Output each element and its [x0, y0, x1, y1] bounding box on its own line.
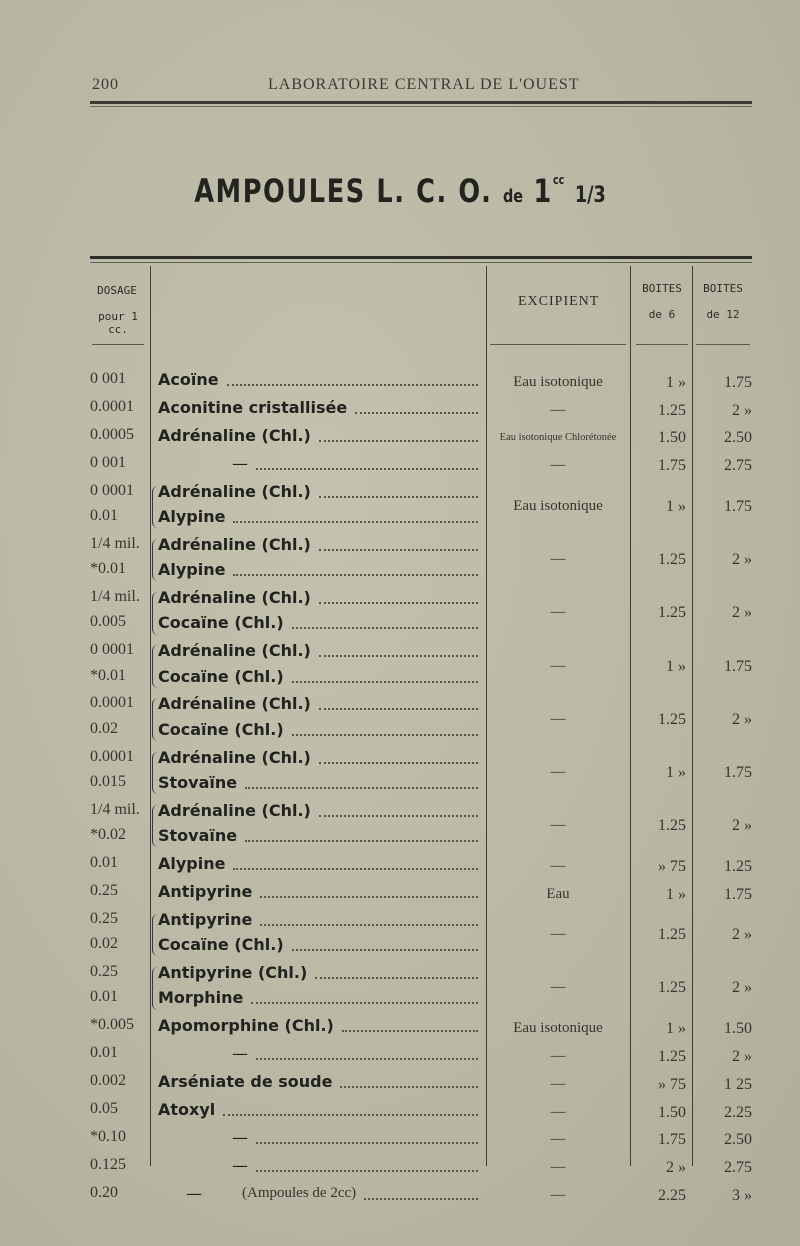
product-name: — — [232, 1044, 248, 1064]
price-box-12: 2 » — [732, 817, 752, 835]
excipient-value: Eau — [546, 885, 570, 902]
price-box-12: 2 » — [732, 1047, 752, 1065]
dosage-value: 0.02 — [90, 719, 118, 737]
dosage-value: 0 0001 — [90, 641, 134, 659]
price-box-6: 1.25 — [658, 926, 686, 944]
column-divider — [486, 266, 487, 1166]
dosage-value: *0.10 — [90, 1127, 126, 1145]
price-box-12: 2.75 — [724, 1159, 752, 1177]
leader-dots — [260, 896, 478, 898]
col-excipient-header: EXCIPIENT — [518, 294, 600, 309]
column-divider — [630, 266, 631, 1166]
brace-mark — [152, 645, 160, 688]
price-box-12: 2.50 — [724, 1131, 752, 1149]
product-name: Arséniate de soude — [158, 1072, 333, 1091]
price-box-6: 1 » — [666, 763, 686, 781]
column-divider — [692, 266, 693, 1166]
excipient-value: — — [550, 926, 566, 943]
product-name: — — [186, 1183, 202, 1203]
brace-mark — [152, 914, 160, 957]
dosage-value: 1/4 mil. — [90, 534, 140, 552]
price-box-12: 2.50 — [724, 429, 752, 447]
brace-mark — [152, 752, 160, 795]
leader-dots — [256, 1170, 478, 1172]
product-note: (Ampoules de 2cc) — [242, 1184, 357, 1201]
price-box-6: » 75 — [658, 1075, 686, 1093]
price-box-6: 1.25 — [658, 551, 686, 569]
dosage-value: 0.05 — [90, 1099, 118, 1117]
price-box-12: 1.50 — [724, 1019, 752, 1037]
dosage-value: *0.01 — [90, 560, 126, 578]
dosage-value: 0.125 — [90, 1155, 126, 1173]
header-separator — [490, 344, 626, 345]
price-box-12: 1.75 — [724, 373, 752, 391]
leader-dots — [245, 840, 478, 842]
product-name: Morphine — [158, 988, 244, 1008]
title-main: AMPOULES L. C. O. — [194, 172, 493, 210]
product-name: Antipyrine — [158, 909, 253, 929]
excipient-value: — — [550, 710, 566, 727]
price-box-12: 2 » — [732, 401, 752, 419]
price-box-6: 1.50 — [658, 429, 686, 447]
table-top-rule-thin — [90, 262, 752, 263]
product-name: Adrénaline (Chl.) — [158, 800, 311, 820]
leader-dots — [364, 1198, 478, 1200]
leader-dots — [256, 468, 478, 470]
leader-dots — [315, 977, 478, 979]
price-box-6: 2 » — [666, 1159, 686, 1177]
excipient-value: Eau isotonique — [513, 1019, 603, 1036]
product-name: Apomorphine (Chl.) — [158, 1016, 334, 1036]
header-rule-thin — [90, 106, 752, 107]
col-dosage-header-1: DOSAGE — [97, 284, 137, 297]
dosage-value: *0.005 — [90, 1016, 134, 1034]
leader-dots — [292, 734, 478, 736]
dosage-value: 0.0001 — [90, 747, 134, 765]
excipient-value: — — [550, 604, 566, 621]
product-name: Aconitine cristallisée — [158, 397, 348, 417]
page-number: 200 — [92, 76, 119, 93]
leader-dots — [233, 868, 478, 870]
dosage-value: 0.20 — [90, 1183, 118, 1201]
leader-dots — [251, 1002, 478, 1004]
product-name: — — [232, 1155, 248, 1175]
price-box-6: 1 » — [666, 657, 686, 675]
product-name: Stovaïne — [158, 826, 238, 846]
col-boites6-header-1: BOITES — [642, 282, 682, 295]
leader-dots — [319, 655, 478, 657]
product-name: Antipyrine (Chl.) — [158, 963, 308, 982]
dosage-value: 0.02 — [90, 935, 118, 953]
dosage-value: 0 0001 — [90, 481, 134, 499]
product-name: Acoïne — [158, 370, 219, 389]
dosage-value: 0.0001 — [90, 397, 134, 415]
running-title: LABORATOIRE CENTRAL DE L'OUEST — [268, 76, 580, 93]
product-name: Cocaïne (Chl.) — [158, 613, 284, 633]
product-name: Alypine — [158, 854, 226, 873]
table-top-rule — [90, 256, 752, 259]
price-box-12: 1.75 — [724, 763, 752, 781]
col-boites12-header-1: BOITES — [703, 282, 743, 295]
col-boites6-header-2: de 6 — [648, 308, 676, 321]
title-unit: cc — [552, 173, 565, 187]
price-box-6: 1.25 — [658, 979, 686, 997]
dosage-value: 0.0001 — [90, 694, 134, 712]
excipient-value: — — [550, 763, 566, 780]
dosage-value: 0.25 — [90, 909, 118, 927]
price-box-6: 1 » — [666, 373, 686, 391]
product-name: Cocaïne (Chl.) — [158, 719, 284, 739]
excipient-value: — — [550, 657, 566, 674]
price-box-12: 2 » — [732, 979, 752, 997]
leader-dots — [319, 549, 478, 551]
price-box-6: 1 » — [666, 497, 686, 515]
excipient-value: — — [550, 1103, 566, 1120]
brace-mark — [152, 486, 160, 529]
leader-dots — [233, 574, 478, 576]
product-name: Adrénaline (Chl.) — [158, 641, 311, 661]
dosage-value: 0.01 — [90, 506, 118, 524]
price-box-6: 1.25 — [658, 1047, 686, 1065]
leader-dots — [355, 412, 478, 414]
price-box-6: 1.75 — [658, 1131, 686, 1149]
price-box-6: » 75 — [658, 857, 686, 875]
product-name: Cocaïne (Chl.) — [158, 666, 284, 686]
excipient-value: Eau isotonique Chlorétonée — [499, 432, 617, 444]
product-name: Adrénaline (Chl.) — [158, 534, 311, 554]
column-divider — [150, 266, 151, 1166]
col-boites12-header-2: de 12 — [706, 308, 740, 321]
leader-dots — [340, 1086, 478, 1088]
price-box-6: 1 » — [666, 1019, 686, 1037]
header-separator — [92, 344, 144, 345]
product-name: Antipyrine — [158, 881, 253, 901]
excipient-value: Eau isotonique — [513, 373, 603, 390]
leader-dots — [292, 949, 478, 951]
product-name: Adrénaline (Chl.) — [158, 747, 311, 767]
price-box-12: 1 25 — [724, 1075, 752, 1093]
product-name: Adrénaline (Chl.) — [158, 481, 311, 501]
leader-dots — [256, 1058, 478, 1060]
product-name: Alypine — [158, 506, 226, 526]
brace-mark — [152, 805, 160, 848]
excipient-value: — — [550, 1047, 566, 1064]
excipient-value: — — [550, 857, 566, 874]
leader-dots — [342, 1030, 478, 1032]
dosage-value: 0.01 — [90, 854, 118, 871]
product-name: Alypine — [158, 560, 226, 580]
excipient-value: — — [550, 401, 566, 418]
dosage-value: 0 001 — [90, 453, 126, 471]
price-box-6: 2.25 — [658, 1187, 686, 1205]
price-box-12: 2 » — [732, 710, 752, 728]
excipient-value: — — [550, 457, 566, 474]
dosage-value: *0.01 — [90, 666, 126, 684]
product-name: — — [232, 453, 248, 473]
brace-mark — [152, 698, 160, 741]
header-rule — [90, 101, 752, 104]
dosage-value: 1/4 mil. — [90, 588, 140, 605]
price-box-12: 1.25 — [724, 857, 752, 875]
col-dosage-header-2: pour 1 cc. — [98, 310, 138, 336]
leader-dots — [233, 521, 478, 523]
price-box-12: 2 » — [732, 604, 752, 622]
price-box-6: 1.50 — [658, 1103, 686, 1121]
leader-dots — [319, 815, 478, 817]
brace-mark — [152, 539, 160, 582]
price-box-12: 1.75 — [724, 885, 752, 903]
price-box-12: 1.75 — [724, 657, 752, 675]
leader-dots — [256, 1142, 478, 1144]
excipient-value: Eau isotonique — [513, 497, 603, 514]
header-separator — [696, 344, 750, 345]
excipient-value: — — [550, 1187, 566, 1204]
dosage-value: *0.02 — [90, 826, 126, 844]
dosage-value: 0.0005 — [90, 425, 134, 443]
brace-mark — [152, 967, 160, 1010]
section-title — [80, 172, 720, 210]
product-name: Adrénaline (Chl.) — [158, 588, 311, 607]
dosage-value: 0.01 — [90, 1044, 118, 1062]
leader-dots — [245, 787, 478, 789]
brace-mark — [152, 592, 160, 635]
product-name: — — [232, 1127, 248, 1147]
price-box-6: 1.75 — [658, 457, 686, 475]
price-box-12: 2.25 — [724, 1103, 752, 1121]
dosage-value: 0.01 — [90, 988, 118, 1006]
leader-dots — [292, 627, 478, 629]
title-de: de — [502, 186, 524, 207]
excipient-value: — — [550, 979, 566, 996]
excipient-value: — — [550, 817, 566, 834]
product-name: Atoxyl — [158, 1099, 216, 1119]
excipient-value: — — [550, 551, 566, 568]
leader-dots — [319, 602, 478, 604]
price-box-6: 1.25 — [658, 401, 686, 419]
excipient-value: — — [550, 1131, 566, 1148]
product-name: Adrénaline (Chl.) — [158, 425, 311, 445]
leader-dots — [260, 924, 478, 926]
excipient-value: — — [550, 1159, 566, 1176]
leader-dots — [292, 681, 478, 683]
price-box-6: 1.25 — [658, 710, 686, 728]
title-volume: 1 — [533, 172, 553, 210]
title-fraction: 1/3 — [574, 183, 606, 208]
leader-dots — [319, 496, 478, 498]
price-box-6: 1.25 — [658, 604, 686, 622]
price-box-12: 2 » — [732, 551, 752, 569]
leader-dots — [319, 708, 478, 710]
leader-dots — [223, 1114, 478, 1116]
price-box-12: 2.75 — [724, 457, 752, 475]
dosage-value: 0.002 — [90, 1072, 126, 1089]
price-box-12: 2 » — [732, 926, 752, 944]
price-box-12: 1.75 — [724, 497, 752, 515]
leader-dots — [227, 384, 478, 386]
dosage-value: 0.005 — [90, 613, 126, 631]
dosage-value: 0.25 — [90, 963, 118, 980]
price-box-6: 1 » — [666, 885, 686, 903]
product-name: Adrénaline (Chl.) — [158, 694, 311, 714]
product-name: Stovaïne — [158, 772, 238, 792]
dosage-value: 1/4 mil. — [90, 800, 140, 818]
price-box-6: 1.25 — [658, 817, 686, 835]
dosage-value: 0 001 — [90, 370, 126, 387]
product-name: Cocaïne (Chl.) — [158, 935, 284, 955]
price-box-12: 3 » — [732, 1187, 752, 1205]
dosage-value: 0.25 — [90, 881, 118, 899]
dosage-value: 0.015 — [90, 772, 126, 790]
header-separator — [636, 344, 688, 345]
excipient-value: — — [550, 1075, 566, 1092]
leader-dots — [319, 440, 478, 442]
leader-dots — [319, 762, 478, 764]
